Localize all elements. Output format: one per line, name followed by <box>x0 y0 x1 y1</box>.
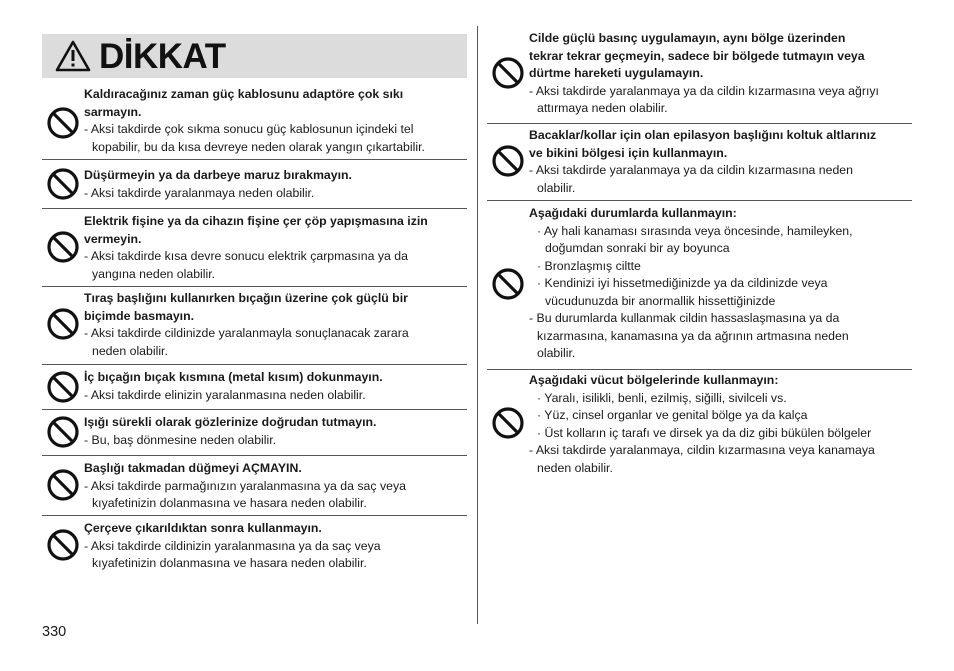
item-title: dürtme hareketi uygulamayın. <box>529 66 704 80</box>
caution-item <box>487 369 912 485</box>
item-body: attırmaya neden olabilir. <box>537 101 668 115</box>
item-body: kızarmasına, kanamasına ya da ağrının artmasına neden <box>537 328 849 343</box>
item-title: sarmayın. <box>84 104 142 119</box>
item-body: - Aksi takdirde çok sıkma sonucu güç kablosunun içindeki tel <box>84 122 414 136</box>
item-title: Aşağıdaki durumlarda kullanmayın: <box>529 206 737 220</box>
bullet-item: · Ay hali kanaması sırasında veya öncesinde, hamileyken, <box>537 223 853 238</box>
item-title: Aşağıdaki vücut bölgelerinde kullanmayın: <box>529 373 779 387</box>
item-title: vermeyin. <box>84 231 142 246</box>
bullet-item: · Kendinizi iyi hissetmediğinizde ya da cildinizde veya <box>537 276 828 290</box>
item-title: İç bıçağın bıçak kısmına (metal kısım) dokunmayın. <box>84 370 383 384</box>
prohibited-icon <box>491 144 525 178</box>
item-title: Elektrik fişine ya da cihazın fişine çer çöp yapışmasına izin <box>84 214 428 228</box>
item-body: kıyafetinizin dolanmasına ve hasara neden olabilir. <box>92 556 367 570</box>
item-title: tekrar tekrar geçmeyin, sadece bir bölgede tutmayın veya <box>529 48 865 63</box>
bullet-item: · Yaralı, isilikli, benli, ezilmiş, siğilli, sivilceli vs. <box>537 390 787 405</box>
prohibited-icon <box>46 307 80 341</box>
item-body: - Bu, baş dönmesine neden olabilir. <box>84 432 277 447</box>
item-body: - Aksi takdirde yaralanmaya ya da cildin kızarmasına neden <box>529 163 853 177</box>
item-title: Başlığı takmadan düğmeyi AÇMAYIN. <box>84 461 302 475</box>
item-body: - Aksi takdirde yaralanmaya ya da cildin kızarmasına veya ağrıyı <box>529 83 879 98</box>
caution-item <box>42 208 467 287</box>
item-title: Cilde güçlü basınç uygulamayın, aynı bölge üzerinden <box>529 31 846 45</box>
warning-triangle-icon <box>55 40 91 72</box>
prohibited-icon <box>46 230 80 264</box>
item-title: ve bikini bölgesi için kullanmayın. <box>529 145 728 160</box>
item-body: neden olabilir. <box>92 343 168 358</box>
prohibited-icon <box>46 528 80 562</box>
prohibited-icon <box>46 415 80 449</box>
caution-item <box>487 123 912 201</box>
item-body: neden olabilir. <box>537 460 613 475</box>
item-title: Işığı sürekli olarak gözlerinize doğrudan tutmayın. <box>84 415 377 429</box>
caution-header <box>42 34 467 78</box>
item-body: - Aksi takdirde parmağınızın yaralanmasına ya da saç veya <box>84 478 406 493</box>
item-body: - Aksi takdirde cildinizde yaralanmayla sonuçlanacak zarara <box>84 326 409 340</box>
prohibited-icon <box>46 468 80 502</box>
prohibited-icon <box>491 56 525 90</box>
caution-item <box>42 364 467 410</box>
bullet-item: · Yüz, cinsel organlar ve genital bölge ya da kalça <box>537 408 808 422</box>
prohibited-icon <box>491 406 525 440</box>
caution-item <box>42 409 467 456</box>
item-body: - Bu durumlarda kullanmak cildin hassaslaşmasına ya da <box>529 311 840 325</box>
column-divider <box>477 26 478 624</box>
caution-item <box>42 455 467 516</box>
prohibited-icon <box>46 370 80 404</box>
page-number: 330 <box>42 624 67 640</box>
item-body: kopabilir, bu da kısa devreye neden olarak yangın çıkartabilir. <box>92 139 425 154</box>
item-title: Kaldıracağınız zaman güç kablosunu adaptöre çok sıkı <box>84 87 404 101</box>
page-title: DİKKAT <box>99 36 226 76</box>
item-body: kıyafetinizin dolanmasına ve hasara neden olabilir. <box>92 496 367 510</box>
item-title: biçimde basmayın. <box>84 308 195 323</box>
item-title: Bacaklar/kollar için olan epilasyon başlığını koltuk altlarınız <box>529 128 877 142</box>
item-body: - Aksi takdirde elinizin yaralanmasına neden olabilir. <box>84 387 366 402</box>
prohibited-icon <box>46 106 80 140</box>
item-title: Çerçeve çıkarıldıktan sonra kullanmayın. <box>84 521 322 535</box>
item-title: Düşürmeyin ya da darbeye maruz bırakmayın. <box>84 168 352 182</box>
item-body: yangına neden olabilir. <box>92 266 216 281</box>
item-body: - Aksi takdirde yaralanmaya neden olabilir. <box>84 185 315 200</box>
prohibited-icon <box>46 167 80 201</box>
caution-item <box>42 159 467 208</box>
item-body: - Aksi takdirde cildinizin yaralanmasına ya da saç veya <box>84 538 381 553</box>
item-body: olabilir. <box>537 180 576 195</box>
item-body: olabilir. <box>537 346 576 360</box>
caution-item <box>487 30 912 122</box>
bullet-item: · Bronzlaşmış ciltte <box>537 258 641 273</box>
caution-item <box>42 86 467 157</box>
caution-item <box>42 515 467 576</box>
prohibited-icon <box>491 267 525 301</box>
caution-item <box>487 200 912 370</box>
bullet-item: · Üst kolların iç tarafı ve dirsek ya da diz gibi bükülen bölgeler <box>537 425 872 440</box>
item-body: - Aksi takdirde yaralanmaya, cildin kızarmasına veya kanamaya <box>529 443 875 457</box>
bullet-item: doğumdan sonraki bir ay boyunca <box>545 241 730 255</box>
item-body: - Aksi takdirde kısa devre sonucu elektrik çarpmasına ya da <box>84 249 408 263</box>
bullet-item: vücudunuzda bir anormallik hissettiğinizde <box>545 293 776 308</box>
caution-item <box>42 286 467 365</box>
item-title: Tıraş başlığını kullanırken bıçağın üzerine çok güçlü bir <box>84 291 408 305</box>
